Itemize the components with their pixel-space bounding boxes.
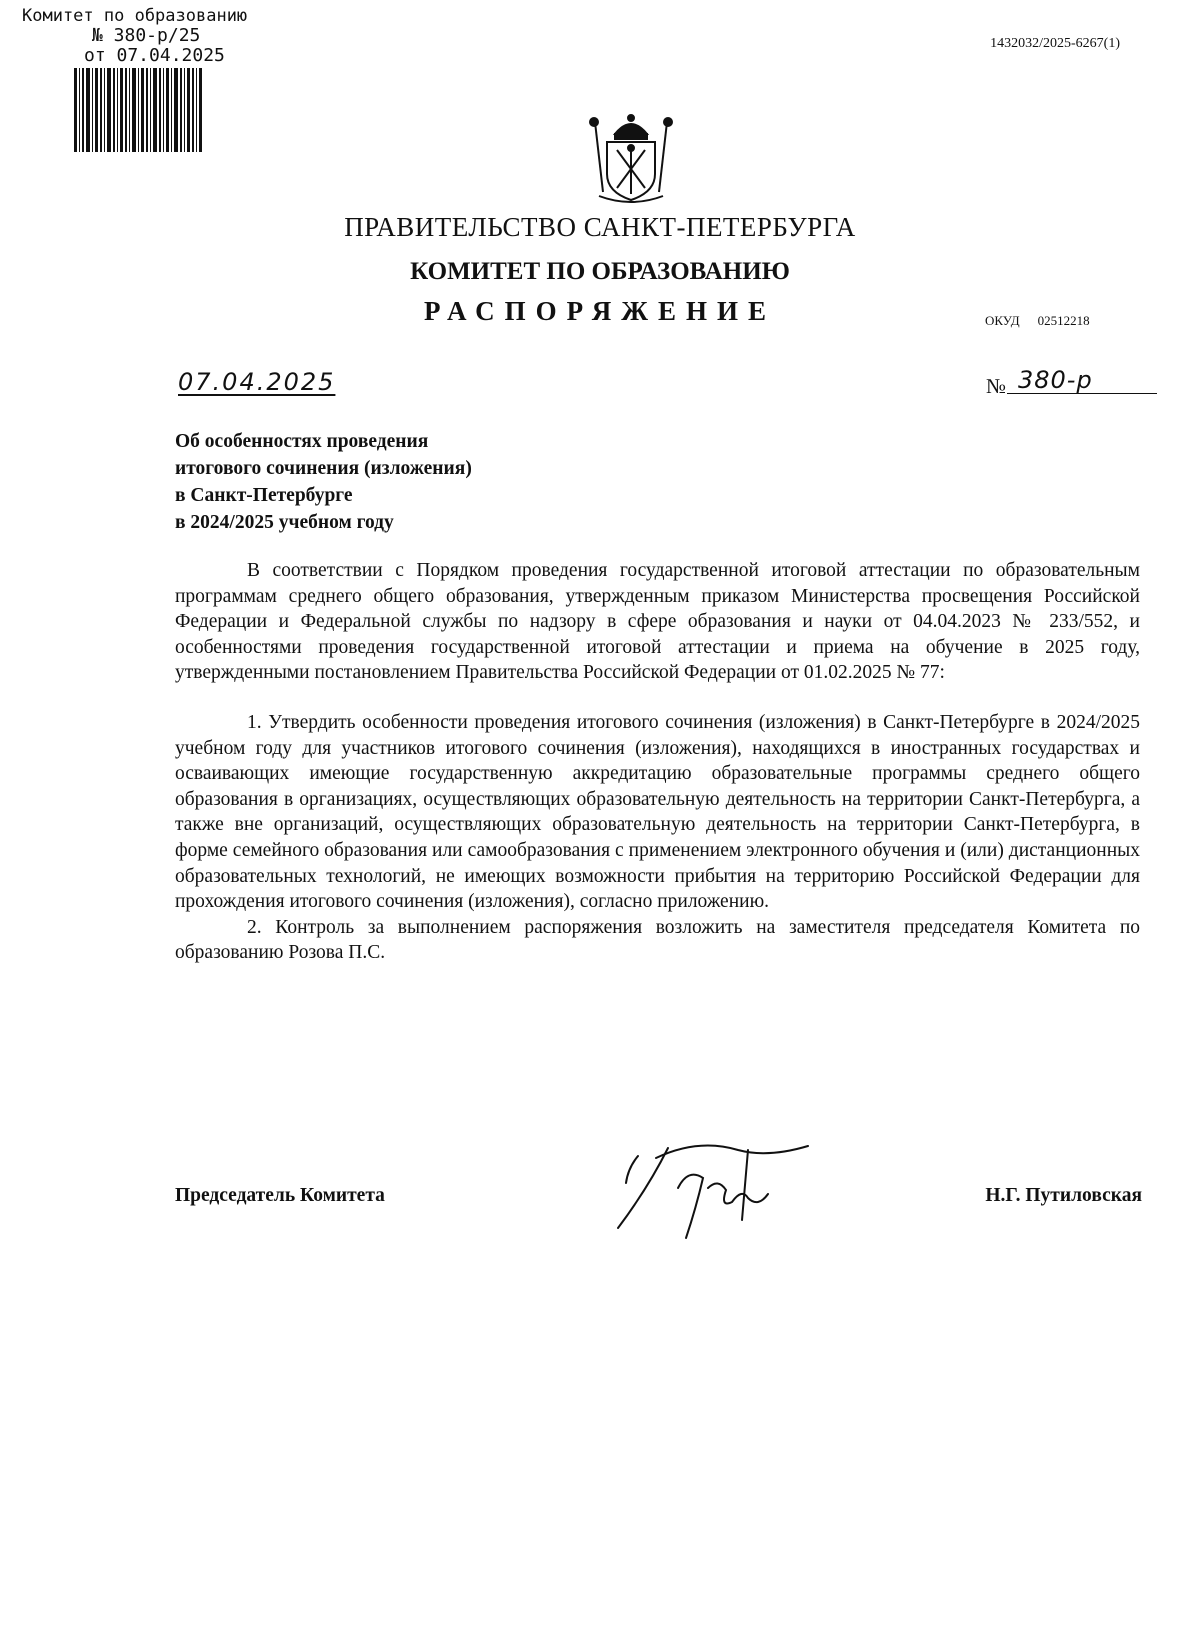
okud-value: 02512218 [1037, 313, 1090, 328]
subject-line: в 2024/2025 учебном году [175, 512, 394, 533]
signatory-name: Н.Г. Путиловская [985, 1185, 1142, 1206]
stamp-date: от 07.04.2025 [84, 45, 225, 66]
subject-line: итогового сочинения (изложения) [175, 458, 472, 479]
committee-title: КОМИТЕТ ПО ОБРАЗОВАНИЮ [410, 258, 790, 285]
handwritten-signature [608, 1128, 828, 1248]
subject-heading [175, 428, 472, 536]
stamp-org: Комитет по образованию [22, 6, 248, 26]
subject-line: Об особенностях проведения [175, 431, 429, 452]
okud-code [985, 313, 1090, 329]
number-label: № [986, 374, 1007, 398]
handwritten-date: 07.04.2025 [178, 368, 336, 396]
government-title: ПРАВИТЕЛЬСТВО САНКТ-ПЕТЕРБУРГА [344, 212, 856, 242]
preamble-paragraph: В соответствии с Порядком проведения государственной итоговой аттестации по образовательным программам среднего общего образования, утвержденным приказом Министерства просвещения Российской Федерации и Федеральной службы по надзору в сфере образования и науки от 04.04.2023 № 233/552, и особенностями проведения государственной итоговой аттестации и приема на обучение в 2025 году, утвержденными постановлением Правительства Российской Федерации от 01.02.2025 № 77: [175, 560, 1140, 684]
document-id: 1432032/2025-6267(1) [990, 36, 1120, 51]
coat-of-arms-icon [585, 112, 677, 208]
registration-stamp [22, 6, 247, 66]
okud-label: ОКУД [985, 313, 1020, 328]
handwritten-number: 380-р [1018, 366, 1093, 394]
barcode-icon [74, 68, 202, 152]
subject-line: в Санкт-Петербурге [175, 485, 353, 506]
item-1-paragraph: 1. Утвердить особенности проведения итогового сочинения (изложения) в Санкт-Петербурге в 2024/2025 учебном году для участников итогового сочинения (изложения), находящихся в иностранных государствах и осваивающих имеющие государственную аккредитацию образовательные программы среднего общего образования в организациях, осуществляющих образовательную деятельность на территории Санкт-Петербурга, а также вне организаций, осуществляющих образовательную деятельность на территории Санкт-Петербурга, в форме семейного образования или самообразования с применением электронного обучения и (или) дистанционных образовательных технологий, не имеющих возможности прибытия на территорию Российской Федерации для прохождения итогового сочинения (изложения), согласно приложению. [175, 711, 1140, 913]
item-2-paragraph: 2. Контроль за выполнением распоряжения возложить на заместителя председателя Комитета по образованию Розова П.С. [175, 916, 1140, 964]
signatory-title: Председатель Комитета [175, 1185, 385, 1206]
document-body [175, 558, 1140, 966]
document-type: РАСПОРЯЖЕНИЕ [423, 296, 777, 326]
stamp-number: № 380-р/25 [92, 25, 201, 46]
